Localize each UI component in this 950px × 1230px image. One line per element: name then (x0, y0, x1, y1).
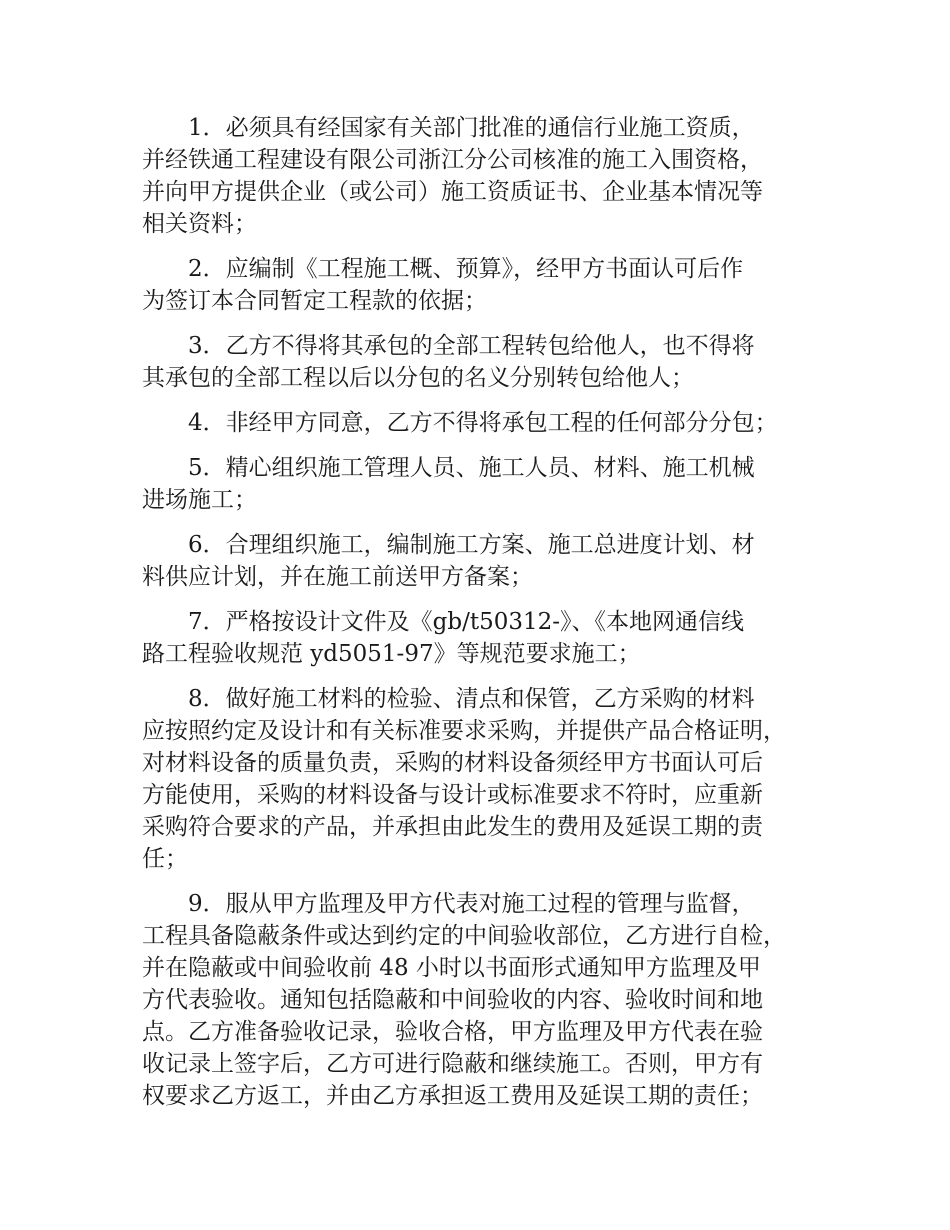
clause-8: 8．做好施工材料的检验、清点和保管，乙方采购的材料 应按照约定及设计和有关标准要求采购，并提供产品合格证明， 对材料设备的质量负责，采购的材料设备须经甲方书面认可后 方能使用，采购的材料设备与设计或标准要求不符时，应重新 采购符合要求的产品，并承担由此发生的费用及延误工期的责 任； (142, 686, 786, 872)
clause-1: 1．必须具有经国家有关部门批准的通信行业施工资质， 并经铁通工程建设有限公司浙江分公司核准的施工入围资格， 并向甲方提供企业（或公司）施工资质证书、企业基本情况等 相关资料； (142, 115, 763, 237)
document-body (142, 112, 822, 1125)
clause-9: 9．服从甲方监理及甲方代表对施工过程的管理与监督， 工程具备隐蔽条件或达到约定的中间验收部位，乙方进行自检， 并在隐蔽或中间验收前 48 小时以书面形式通知甲方监理及甲 方代表验收。通知包括隐蔽和中间验收的内容、验收时间和地 点。乙方准备验收记录，验收合格，甲方监理及甲方代表在验 收记录上签字后，乙方可进行隐蔽和继续施工。否则，甲方有 权要求乙方返工，并由乙方承担返工费用及延误工期的责任； (142, 891, 786, 1109)
clause-7: 7．严格按设计文件及《gb/t50312-》、《本地网通信线 路工程验收规范 yd5051-97》等规范要求施工； (142, 609, 745, 667)
clause-4: 4．非经甲方同意，乙方不得将承包工程的任何部分分包； (188, 410, 778, 436)
clause-6: 6．合理组织施工，编制施工方案、施工总进度计划、材 料供应计划，并在施工前送甲方备案； (142, 532, 755, 590)
clause-3: 3．乙方不得将其承包的全部工程转包给他人，也不得将 其承包的全部工程以后以分包的名义分别转包给他人； (142, 333, 755, 391)
clause-2: 2．应编制《工程施工概、预算》，经甲方书面认可后作 为签订本合同暂定工程款的依据； (142, 256, 744, 314)
clause-5: 5．精心组织施工管理人员、施工人员、材料、施工机械 进场施工； (142, 455, 755, 513)
